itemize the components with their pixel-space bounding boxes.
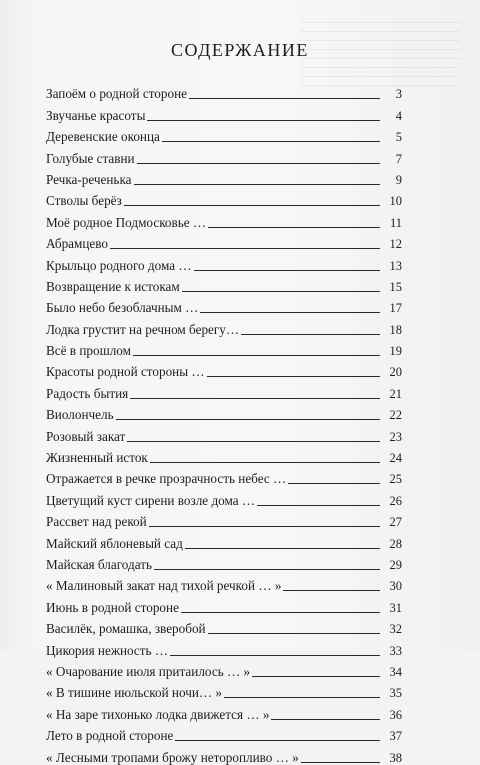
toc-entry-title: Лето в родной стороне bbox=[46, 728, 174, 744]
toc-entry bbox=[46, 722, 402, 743]
toc-entry-page: 18 bbox=[389, 322, 402, 337]
toc-entry-page: 20 bbox=[389, 365, 402, 380]
toc-entry bbox=[46, 551, 402, 572]
toc-entry-page: 9 bbox=[395, 172, 402, 187]
toc-entry bbox=[46, 251, 402, 272]
toc-entry-page: 13 bbox=[389, 258, 402, 273]
toc-entry-title: Радость бытия bbox=[46, 385, 129, 401]
toc-leader-line bbox=[182, 291, 380, 292]
toc-entry bbox=[46, 337, 402, 358]
toc-leader-line bbox=[133, 355, 380, 356]
toc-leader-line bbox=[137, 163, 380, 164]
table-of-contents bbox=[46, 80, 402, 765]
toc-leader-line bbox=[208, 227, 380, 228]
toc-entry-page: 36 bbox=[389, 707, 402, 722]
toc-leader-line bbox=[150, 462, 380, 463]
toc-leader-line bbox=[194, 270, 380, 271]
toc-entry-title: Стволы берёз bbox=[46, 193, 122, 209]
toc-entry-title: Моё родное Подмосковье … bbox=[46, 214, 207, 230]
toc-entry-page: 35 bbox=[389, 686, 402, 701]
toc-leader-line bbox=[283, 590, 380, 591]
toc-entry-page: 25 bbox=[389, 472, 402, 487]
toc-entry bbox=[46, 315, 402, 336]
toc-entry-page: 26 bbox=[389, 493, 402, 508]
toc-leader-line bbox=[124, 205, 380, 206]
toc-entry-page: 29 bbox=[389, 557, 402, 572]
toc-entry-page: 34 bbox=[389, 664, 402, 679]
toc-leader-line bbox=[224, 697, 380, 698]
toc-entry bbox=[46, 615, 402, 636]
toc-entry bbox=[46, 700, 402, 721]
toc-entry-title: « На заре тихонько лодка движется … » bbox=[46, 706, 270, 722]
toc-entry-title: « В тишине июльской ночи… » bbox=[46, 685, 223, 701]
toc-entry-title: Майский яблоневый сад bbox=[46, 535, 183, 551]
toc-entry-title: Голубые ставни bbox=[46, 150, 135, 166]
toc-entry bbox=[46, 444, 402, 465]
toc-entry bbox=[46, 358, 402, 379]
toc-leader-line bbox=[110, 248, 380, 249]
toc-leader-line bbox=[181, 612, 380, 613]
toc-entry-page: 19 bbox=[389, 344, 402, 359]
toc-entry-title: « Лесными тропами брожу неторопливо … » bbox=[46, 749, 299, 765]
toc-leader-line bbox=[252, 676, 380, 677]
toc-entry-title: Виолончель bbox=[46, 407, 114, 423]
toc-entry-page: 17 bbox=[389, 301, 402, 316]
toc-entry bbox=[46, 101, 402, 122]
toc-entry-title: Было небо безоблачным … bbox=[46, 300, 199, 316]
toc-entry-page: 5 bbox=[395, 130, 402, 145]
page-title: СОДЕРЖАНИЕ bbox=[171, 40, 309, 60]
toc-entry-title: Крыльцо родного дома … bbox=[46, 257, 192, 273]
toc-entry-title: Красоты родной стороны … bbox=[46, 364, 205, 380]
toc-entry-page: 10 bbox=[389, 194, 402, 209]
toc-leader-line bbox=[127, 441, 380, 442]
toc-entry-title: Рассвет над рекой bbox=[46, 514, 147, 530]
toc-entry-page: 38 bbox=[389, 750, 402, 765]
toc-entry bbox=[46, 572, 402, 593]
toc-entry-page: 30 bbox=[389, 579, 402, 594]
toc-leader-line bbox=[147, 120, 380, 121]
toc-entry-page: 4 bbox=[395, 108, 402, 123]
toc-entry-page: 37 bbox=[389, 729, 402, 744]
toc-entry bbox=[46, 658, 402, 679]
toc-entry bbox=[46, 401, 402, 422]
toc-entry-title: Цикория нежность … bbox=[46, 642, 169, 658]
toc-entry-title: Василёк, ромашка, зверобой bbox=[46, 621, 206, 637]
toc-entry bbox=[46, 144, 402, 165]
toc-entry-title: Деревенские оконца bbox=[46, 129, 160, 145]
toc-entry-title: Июнь в родной стороне bbox=[46, 599, 179, 615]
toc-leader-line bbox=[149, 526, 380, 527]
toc-entry-page: 23 bbox=[389, 429, 402, 444]
toc-entry bbox=[46, 208, 402, 229]
toc-entry bbox=[46, 379, 402, 400]
toc-entry bbox=[46, 166, 402, 187]
toc-leader-line bbox=[200, 312, 380, 313]
toc-leader-line bbox=[189, 98, 380, 99]
toc-entry-title: Лодка грустит на речном берегу… bbox=[46, 321, 240, 337]
toc-leader-line bbox=[288, 483, 380, 484]
toc-leader-line bbox=[271, 719, 380, 720]
toc-entry bbox=[46, 187, 402, 208]
toc-entry bbox=[46, 465, 402, 486]
toc-leader-line bbox=[154, 569, 380, 570]
toc-entry bbox=[46, 486, 402, 507]
toc-entry-title: Возвращение к истокам bbox=[46, 278, 180, 294]
toc-entry bbox=[46, 123, 402, 144]
toc-entry-title: Жизненный исток bbox=[46, 450, 148, 466]
toc-entry-page: 33 bbox=[389, 643, 402, 658]
toc-entry-page: 22 bbox=[389, 408, 402, 423]
toc-entry bbox=[46, 593, 402, 614]
toc-entry bbox=[46, 80, 402, 101]
toc-entry-title: Речка-реченька bbox=[46, 171, 132, 187]
toc-leader-line bbox=[130, 398, 380, 399]
toc-entry bbox=[46, 508, 402, 529]
toc-leader-line bbox=[241, 334, 380, 335]
toc-entry-page: 31 bbox=[389, 600, 402, 615]
toc-entry-title: Майская благодать bbox=[46, 556, 153, 572]
toc-entry-title: « Малиновый закат над тихой речкой … » bbox=[46, 578, 282, 594]
toc-leader-line bbox=[175, 740, 380, 741]
toc-entry bbox=[46, 679, 402, 700]
toc-entry-page: 7 bbox=[395, 151, 402, 166]
toc-leader-line bbox=[134, 184, 380, 185]
toc-entry bbox=[46, 743, 402, 764]
toc-leader-line bbox=[208, 633, 380, 634]
toc-entry-page: 27 bbox=[389, 515, 402, 530]
toc-entry bbox=[46, 294, 402, 315]
toc-entry-page: 15 bbox=[389, 279, 402, 294]
toc-entry-page: 3 bbox=[395, 87, 402, 102]
toc-entry-page: 11 bbox=[389, 215, 402, 230]
toc-entry-title: Цветущий куст сирени возле дома … bbox=[46, 492, 256, 508]
toc-entry bbox=[46, 529, 402, 550]
toc-entry-title: « Очарование июля притаилось … » bbox=[46, 663, 251, 679]
toc-entry-page: 21 bbox=[389, 386, 402, 401]
toc-entry-page: 28 bbox=[389, 536, 402, 551]
toc-entry bbox=[46, 273, 402, 294]
toc-entry-page: 24 bbox=[389, 451, 402, 466]
toc-entry-title: Запоём о родной стороне bbox=[46, 86, 187, 102]
toc-entry-title: Звучанье красоты bbox=[46, 107, 146, 123]
toc-entry bbox=[46, 230, 402, 251]
toc-entry-page: 12 bbox=[389, 237, 402, 252]
toc-leader-line bbox=[185, 548, 380, 549]
toc-entry-title: Всё в прошлом bbox=[46, 343, 131, 359]
toc-leader-line bbox=[116, 419, 380, 420]
toc-leader-line bbox=[170, 655, 380, 656]
toc-entry bbox=[46, 636, 402, 657]
toc-entry bbox=[46, 422, 402, 443]
toc-entry-title: Абрамцево bbox=[46, 236, 108, 252]
toc-leader-line bbox=[207, 376, 380, 377]
toc-leader-line bbox=[162, 141, 380, 142]
toc-entry-page: 32 bbox=[389, 622, 402, 637]
toc-entry-title: Розовый закат bbox=[46, 428, 126, 444]
toc-leader-line bbox=[257, 505, 380, 506]
toc-entry-title: Отражается в речке прозрачность небес … bbox=[46, 471, 287, 487]
toc-leader-line bbox=[301, 762, 380, 763]
